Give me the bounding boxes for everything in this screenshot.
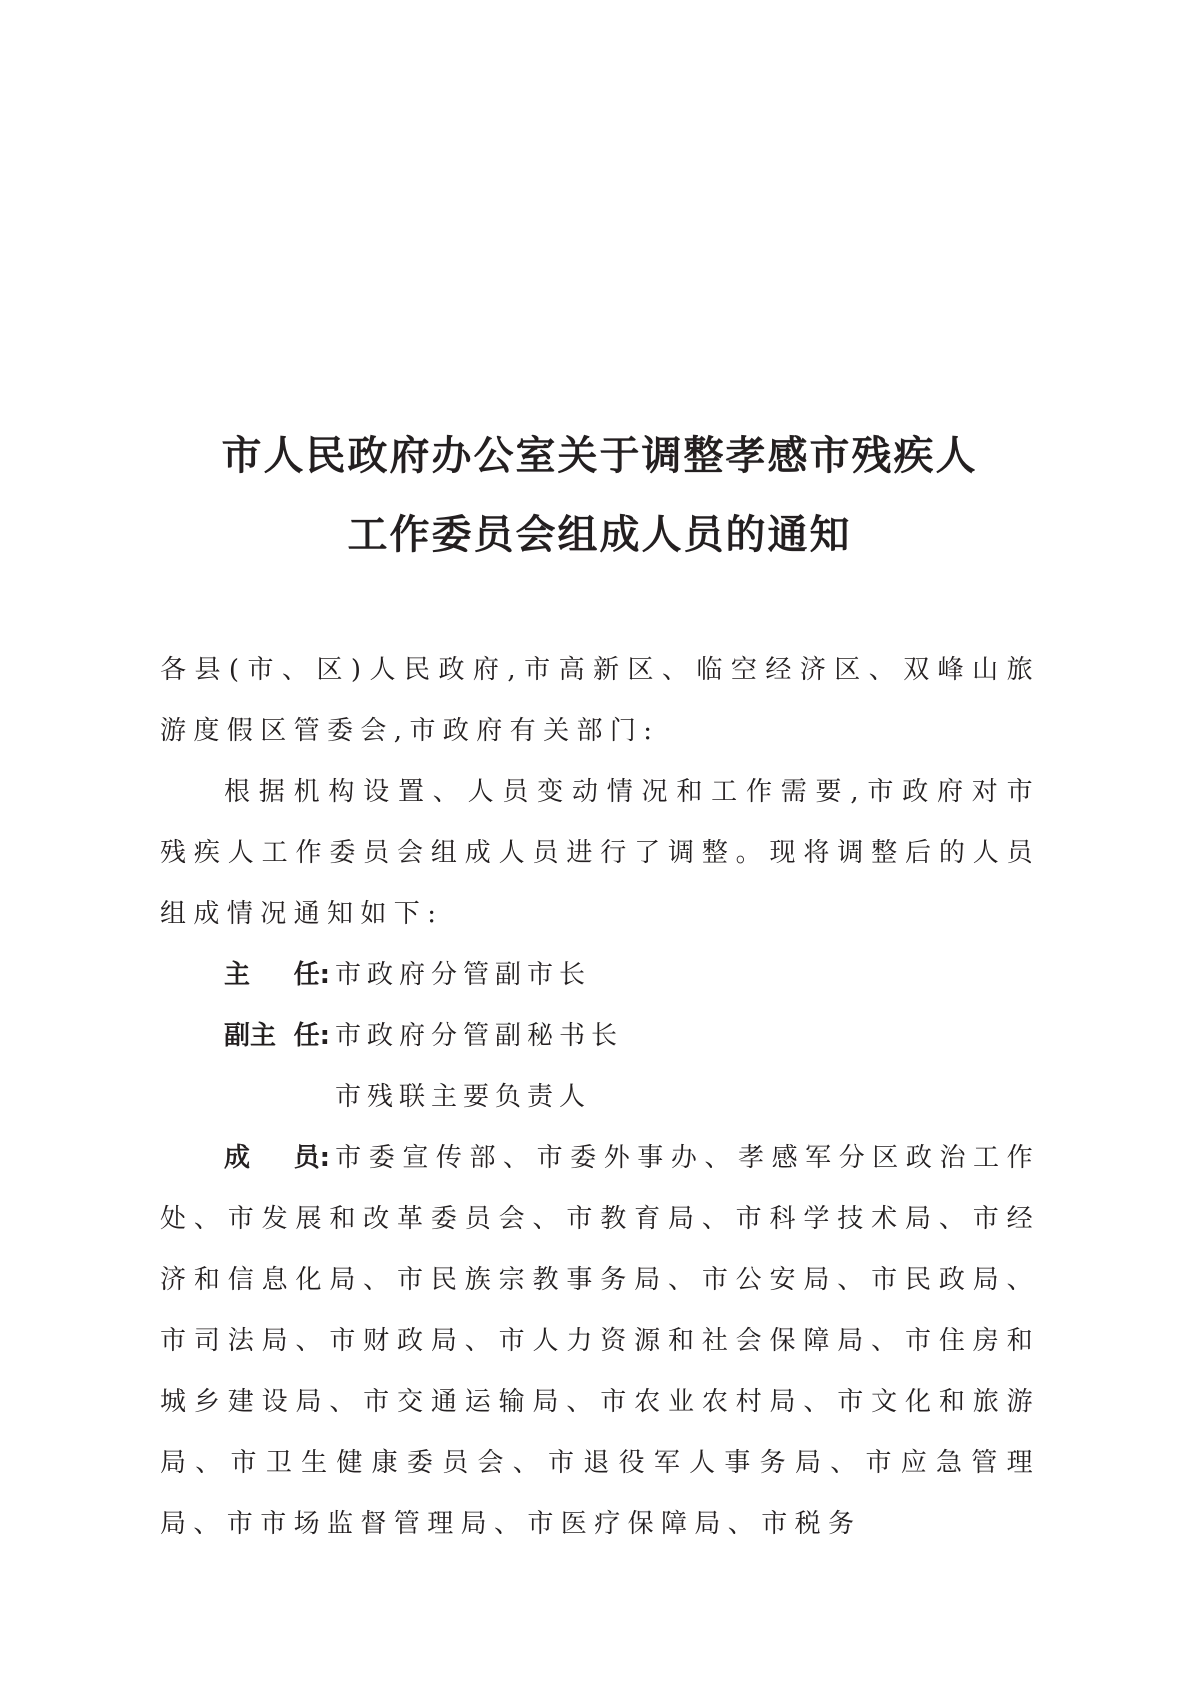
document-title-line-2: 工作委员会组成人员的通知 xyxy=(347,511,852,558)
members-label-part-2: 员: xyxy=(293,1143,330,1173)
document-title-line-1: 市人民政府办公室关于调整孝感市残疾人 xyxy=(221,432,978,479)
deputy-value-2: 市残联主要负责人 xyxy=(335,1082,592,1112)
addressee-paragraph: 各县(市、区)人民政府,市高新区、临空经济区、双峰山旅游度假区管委会,市政府有关部门: xyxy=(160,655,1040,746)
deputy-label-part-2: 任: xyxy=(293,1021,330,1051)
director-label-part-2: 任: xyxy=(293,960,330,990)
members-value: 市委宣传部、市委外事办、孝感军分区政治工作处、市发展和改革委员会、市教育局、市科学技术局、市经济和信息化局、市民族宗教事务局、市公安局、市民政局、市司法局、市财政局、市人力资源和社会保障局、市住房和城乡建设局、市交通运输局、市农业农村局、市文化和旅游局、市卫生健康委员会、市退役军人事务局、市应急管理局、市市场监督管理局、市医疗保障局、市税务 xyxy=(160,1143,1040,1539)
deputy-value-1: 市政府分管副秘书长 xyxy=(335,1021,624,1051)
members-label xyxy=(224,1128,335,1189)
members-paragraph xyxy=(160,1128,1040,1555)
deputy-row-continued xyxy=(160,1067,1040,1128)
deputy-row xyxy=(160,1006,1040,1067)
document-body xyxy=(160,640,1040,1555)
director-label-part-1: 主 xyxy=(224,960,251,990)
members-label-part-1: 成 xyxy=(224,1143,251,1173)
intro-paragraph: 根据机构设置、人员变动情况和工作需要,市政府对市残疾人工作委员会组成人员进行了调整。现将调整后的人员组成情况通知如下: xyxy=(160,777,1040,929)
director-label xyxy=(224,945,330,1006)
director-value: 市政府分管副市长 xyxy=(335,960,592,990)
deputy-label-part-1: 副主 xyxy=(224,1021,277,1051)
director-row xyxy=(160,945,1040,1006)
deputy-label xyxy=(224,1006,330,1067)
